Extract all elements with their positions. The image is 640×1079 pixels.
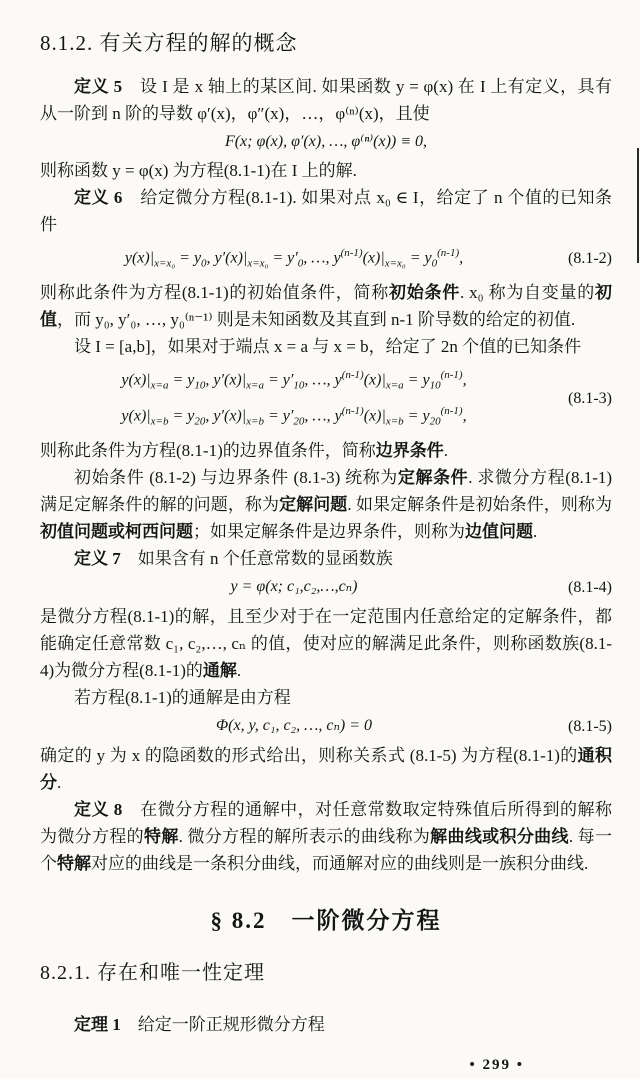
equation-814 bbox=[40, 574, 612, 601]
equation-813 bbox=[40, 362, 612, 435]
paragraph-definition-8: 定义 8 在微分方程的通解中，对任意常数取定特殊值后所得到的解称 为微分方程的特解. 微分方程的解所表示的曲线称为解曲线或积分曲线. 每一个特解对应的曲线是一条积分曲线，而通解对应的曲线则是一族积分曲线. bbox=[40, 799, 613, 873]
equation-lines bbox=[40, 362, 548, 435]
subsection-heading-821: 8.2.1. 存在和唯一性定理 bbox=[40, 961, 265, 984]
equation-812 bbox=[40, 240, 612, 277]
paragraph-solution: 则称函数 y = φ(x) 为方程(8.1-1)在 I 上的解. bbox=[40, 161, 357, 180]
equation-813-line-2: $y(x)|_{x=b} = y_{20}$, $y'(x)|_{x=b} = y'_{20}$, …, $y^{(n-1)}(x)|_{x=b} = y_{20}^{(n-1)}$, bbox=[121, 405, 467, 428]
equation-number-813: (8.1-3) bbox=[568, 389, 612, 407]
equation-F bbox=[40, 129, 612, 155]
equation-body: Φ(x, y, c₁, c₂, …, cₙ) = 0 bbox=[215, 717, 373, 735]
equation-number-815: (8.1-5) bbox=[568, 717, 612, 735]
equation-body: $y(x)|_{x=x_0} = y_0$, $y'(x)|_{x=x_0} = y'_0$, …, $y^{(n-1)}(x)|_{x=x_0} = y_0^{(n-1)}$, bbox=[124, 247, 464, 270]
paragraph-definition-7: 定义 7 如果含有 n 个任意常数的显函数族 bbox=[74, 548, 393, 568]
paragraph-general-solution: 是微分方程(8.1-1)的解，且至少对于在一定范围内任意给定的定解条件，都能确定任意常数 c₁, c₂,…, cₙ 的值，使对应的解满足此条件，则称函数族(8.1-4)为微分方程(8.1-1)的通解. bbox=[40, 606, 612, 680]
paragraph-conditions-summary: 初始条件 (8.1-2) 与边界条件 (8.1-3) 统称为定解条件. 求微分方程(8.1-1)满足定解条件的解的问题，称为定解问题. 如果定解条件是初始条件，则称为初值问题或柯西问题；如果定解条件是边界条件，则称为边值问题. bbox=[40, 467, 613, 541]
paragraph-definition-5: 定义 5 设 I 是 x 轴上的某区间. 如果函数 y = φ(x) 在 I 上有定义，具有从一阶到 n 阶的导数 φ′(x)，φ″(x)，…，φ⁽ⁿ⁾(x)，且使 bbox=[40, 77, 613, 123]
equation-body: y = φ(x; c₁,c₂,…,cₙ) bbox=[230, 578, 358, 596]
paragraph-initial-conditions: 则称此条件为方程(8.1-1)的初始值条件，简称初始条件. x₀ 称为自变量的初值，而 y₀, y′₀, …, y₀⁽ⁿ⁻¹⁾ 则是未知函数及其直到 n-1 阶导数的给定的初值. bbox=[40, 282, 613, 329]
paragraph-theorem-1: 定理 1 给定一阶正规形微分方程 bbox=[74, 1014, 325, 1034]
equation-813-line-1: $y(x)|_{x=a} = y_{10}$, $y'(x)|_{x=a} = y'_{10}$, …, $y^{(n-1)}(x)|_{x=a} = y_{10}^{(n-1)}$, bbox=[121, 368, 467, 392]
equation-number-812: (8.1-2) bbox=[568, 249, 612, 267]
subsection-heading-812: 8.1.2. 有关方程的解的概念 bbox=[40, 31, 298, 55]
paragraph-definition-6: 定义 6 给定微分方程(8.1-1). 如果对点 x₀ ∈ I，给定了 n 个值的已知条件 bbox=[40, 188, 613, 234]
paragraph-general-integral: 确定的 y 为 x 的隐函数的形式给出，则称关系式 (8.1-5) 为方程(8.1-1)的通积分. bbox=[40, 745, 613, 792]
equation-body: F(x; φ(x), φ′(x), …, φ⁽ⁿ⁾(x)) ≡ 0, bbox=[224, 133, 428, 150]
paragraph-interval: 设 I = [a,b]，如果对于端点 x = a 与 x = b，给定了 2n 个值的已知条件 bbox=[74, 336, 582, 356]
paragraph-if-general: 若方程(8.1-1)的通解是由方程 bbox=[74, 687, 291, 707]
equation-815 bbox=[40, 713, 612, 740]
equation-number-814: (8.1-4) bbox=[568, 578, 612, 596]
page-number: • 299 • bbox=[469, 1056, 524, 1073]
paragraph-boundary-conditions: 则称此条件为方程(8.1-1)的边界值条件，简称边界条件. bbox=[40, 440, 448, 460]
scan-edge-artifact bbox=[637, 148, 639, 263]
section-heading-82: § 8.2 一阶微分方程 bbox=[210, 907, 442, 933]
